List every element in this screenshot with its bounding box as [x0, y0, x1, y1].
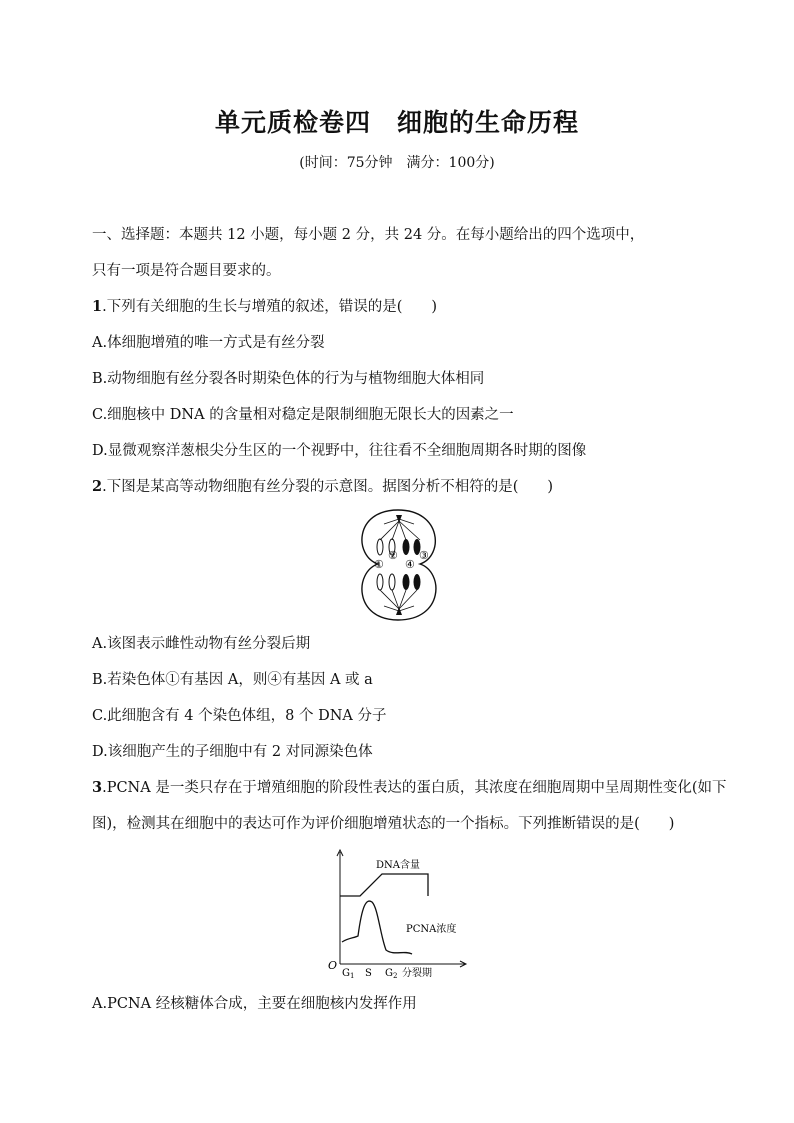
chromosome-label-4: ④ [405, 558, 415, 571]
q2-option-b: B.若染色体①有基因 A，则④有基因 A 或 a [92, 672, 373, 688]
q1-option-c: C.细胞核中 DNA 的含量相对稳定是限制细胞无限长大的因素之一 [92, 407, 514, 423]
tick-mitosis: 分裂期 [402, 968, 432, 978]
question-3-stem-line2: 图)，检测其在细胞中的表达可作为评价细胞增殖状态的一个指标。下列推断错误的是( ) [92, 816, 675, 832]
pcna-cell-cycle-figure [326, 846, 474, 978]
origin-label: O [328, 959, 338, 972]
q3-option-a: A.PCNA 经核糖体合成，主要在细胞核内发挥作用 [92, 996, 417, 1012]
question-3-stem-line1 [92, 778, 726, 798]
dna-content-curve [340, 874, 428, 896]
q1-option-a: A.体细胞增殖的唯一方式是有丝分裂 [92, 335, 325, 351]
exam-info: (时间：75分钟 满分：100分) [299, 155, 495, 171]
page-title: 单元质检卷四 细胞的生命历程 [214, 108, 579, 137]
question-2-text: .下图是某高等动物细胞有丝分裂的示意图。据图分析不相符的是( ) [102, 479, 554, 495]
chromosome-label-3: ③ [419, 549, 429, 562]
chromosome-label-1: ① [374, 558, 384, 571]
chromosome-label-2: ② [388, 549, 398, 562]
question-3-number: 3 [92, 779, 103, 796]
section-heading-line2: 只有一项是符合题目要求的。 [92, 263, 281, 279]
chromosome-lower-1 [377, 574, 383, 590]
question-1-number: 1 [92, 298, 103, 315]
tick-g1: $G_1$ [342, 968, 355, 978]
question-1-text: .下列有关细胞的生长与增殖的叙述，错误的是( ) [102, 299, 438, 315]
tick-s: S [365, 968, 372, 978]
q2-option-d: D.该细胞产生的子细胞中有 2 对同源染色体 [92, 744, 373, 760]
question-3-text: .PCNA 是一类只存在于增殖细胞的阶段性表达的蛋白质，其浓度在细胞周期中呈周期性变化(如下 [102, 780, 727, 796]
chromosome-upper-3 [403, 539, 410, 555]
question-1-stem [92, 297, 437, 317]
q1-option-d: D.显微观察洋葱根尖分生区的一个视野中，往往看不全细胞周期各时期的图像 [92, 443, 587, 459]
chromosome-lower-3 [403, 574, 410, 590]
q1-option-b: B.动物细胞有丝分裂各时期染色体的行为与植物细胞大体相同 [92, 371, 485, 387]
section-heading-line1: 一、选择题：本题共 12 小题，每小题 2 分，共 24 分。在每小题给出的四个选项中， [92, 227, 645, 243]
chromosome-lower-4 [414, 574, 421, 590]
chromosome-lower-2 [389, 574, 395, 590]
pcna-label: PCNA浓度 [406, 924, 457, 935]
upper-spindle-fibers [380, 519, 420, 540]
chromosome-upper-1 [377, 539, 383, 555]
dna-content-label: DNA含量 [376, 860, 420, 871]
lower-spindle-fibers [380, 590, 417, 611]
mitosis-cell-figure [350, 506, 450, 624]
tick-g2: $G_2$ [385, 968, 398, 978]
pcna-concentration-curve [342, 901, 412, 954]
lower-centrosome [396, 607, 402, 615]
question-2-stem [92, 477, 553, 497]
question-2-number: 2 [92, 478, 103, 495]
q2-option-a: A.该图表示雌性动物有丝分裂后期 [92, 636, 311, 652]
q2-option-c: C.此细胞含有 4 个染色体组，8 个 DNA 分子 [92, 708, 387, 724]
